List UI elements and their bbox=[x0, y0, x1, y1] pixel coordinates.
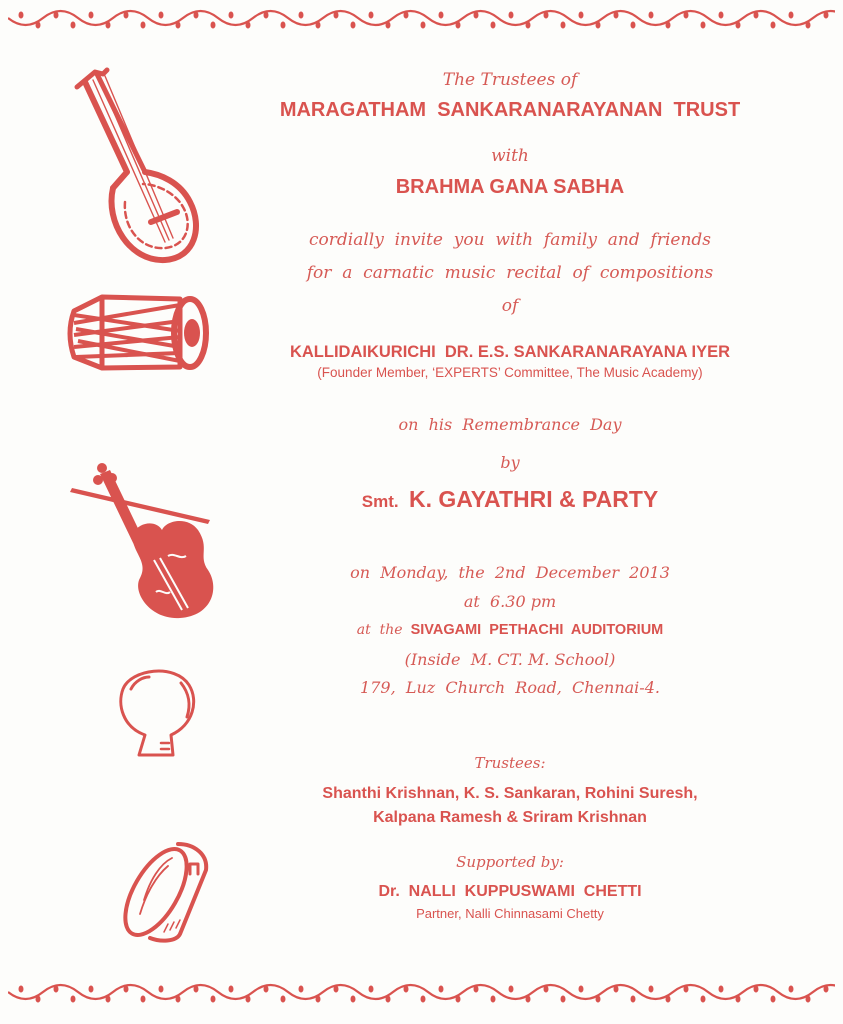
composer-note: (Founder Member, ‘EXPERTS’ Committee, The Music Academy) bbox=[317, 365, 703, 380]
violin-icon bbox=[70, 460, 220, 625]
supported-label: Supported by: bbox=[456, 853, 564, 871]
of-text: of bbox=[501, 296, 519, 316]
time-text: at 6.30 pm bbox=[463, 592, 557, 611]
occasion-text: on his Remembrance Day bbox=[398, 415, 622, 434]
supporter-note: Partner, Nalli Chinnasami Chetty bbox=[416, 906, 604, 921]
sabha-name: BRAHMA GANA SABHA bbox=[395, 176, 625, 198]
trust-name: MARAGATHAM SANKARANARAYANAN TRUST bbox=[279, 99, 741, 121]
trustees-line-2: Kalpana Ramesh & Sriram Krishnan bbox=[373, 809, 647, 826]
venue-note: (Inside M. CT. M. School) bbox=[404, 650, 616, 669]
date-text: on Monday, the 2nd December 2013 bbox=[350, 563, 670, 582]
trustees-line-1: Shanthi Krishnan, K. S. Sankaran, Rohini Suresh, bbox=[322, 785, 698, 802]
with-text: with bbox=[491, 146, 529, 166]
veena-icon bbox=[55, 62, 205, 267]
intro-text: The Trustees of bbox=[442, 70, 578, 90]
by-text: by bbox=[500, 453, 520, 472]
wave-border-top-icon bbox=[8, 6, 835, 30]
mridangam-icon bbox=[62, 293, 212, 373]
invite-line-1: cordially invite you with family and friends bbox=[309, 230, 711, 250]
venue-prefix: at the bbox=[356, 622, 403, 638]
ghatam-icon bbox=[115, 665, 200, 765]
invite-line-2: for a carnatic music recital of compositions bbox=[306, 263, 714, 283]
address-text: 179, Luz Church Road, Chennai-4. bbox=[360, 678, 660, 697]
wave-border-bottom-icon bbox=[8, 980, 835, 1004]
trustees-label: Trustees: bbox=[474, 754, 546, 772]
performer-name: K. GAYATHRI & PARTY bbox=[409, 486, 659, 512]
performer-line bbox=[250, 486, 770, 513]
venue-name: SIVAGAMI PETHACHI AUDITORIUM bbox=[410, 622, 664, 638]
composer-name: KALLIDAIKURICHI DR. E.S. SANKARANARAYANA IYER bbox=[289, 343, 731, 361]
venue-line bbox=[250, 621, 770, 639]
kanjira-icon bbox=[120, 830, 215, 945]
performer-prefix: Smt. bbox=[361, 492, 399, 511]
supporter-name: Dr. NALLI KUPPUSWAMI CHETTI bbox=[378, 883, 642, 900]
